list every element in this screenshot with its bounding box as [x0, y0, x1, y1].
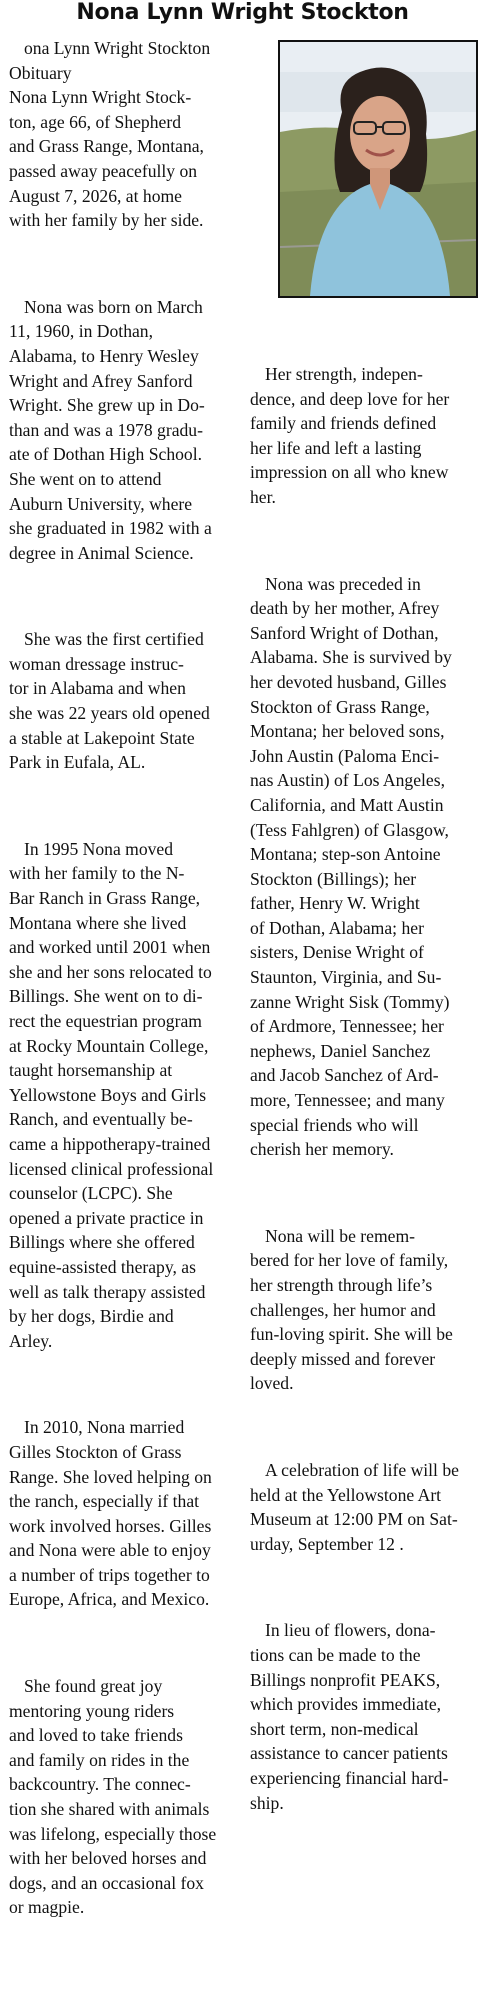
right-column	[250, 0, 478, 1815]
left-column	[9, 36, 239, 1920]
paragraph-marriage: In 2010, Nona married Gilles Stockton of Grass Range. She loved helping on the ranch, especially if that work involved horses. Gilles and Nona were able to enjoy a number of trips together to Europe, Africa, and Mexico.	[9, 1417, 212, 1610]
paragraph-remembered: Nona will be remem- bered for her love of family, her strength through life’s challenges, her humor and fun-loving spirit. She will be deeply missed and forever loved.	[250, 1225, 453, 1394]
page-title: Nona Lynn Wright Stockton	[76, 0, 409, 25]
paragraph-mentoring: She found great joy mentoring young riders and loved to take friends and family on rides in the backcountry. The connec- tion she shared with animals was lifelong, especially those with her beloved horses and dogs, and an occasional fox or magpie.	[9, 1676, 217, 1918]
paragraph-survivors: Nona was preceded in death by her mother, Afrey Sanford Wright of Dothan, Alabama. She is survived by her devoted husband, Gilles Stockton of Grass Range, Montana; her beloved sons, John Austin (Paloma Enci- nas Austin) of Los Angeles, California, and Matt Austin (Tess Fahlgren) of Glasgow, Montana; step-son Antoine Stockton (Billings); her father, Henry W. Wright of Dothan, Alabama; her sisters, Denise Wright of Staunton, Virginia, and Su- zanne Wright Sisk (Tommy) of Ardmore, Tennessee; her nephews, Daniel Sanchez and Jacob Sanchez of Ard- more, Tennessee; and many special friends who will cherish her memory.	[250, 573, 452, 1160]
paragraph-celebration: A celebration of life will be held at the Yellowstone Art Museum at 12:00 PM on Sat- urday, September 12 .	[250, 1459, 459, 1554]
paragraph-donations: In lieu of flowers, dona- tions can be made to the Billings nonprofit PEAKS, which provides immediate, short term, non-medical assistance to cancer patients experiencing financial hard- ship.	[250, 1620, 449, 1813]
paragraph-dressage: She was the first certified woman dressage instruc- tor in Alabama and when she was 22 years old opened a stable at Lakepoint State Park in Eufala, AL.	[9, 629, 210, 773]
paragraph-birth: Nona was born on March 11, 1960, in Dothan, Alabama, to Henry Wesley Wright and Afrey Sanford Wright. She grew up in Do- than and was a 1978 gradu- ate of Dothan High School. She went on to attend Auburn University, where she graduated in 1982 with a degree in Animal Science.	[9, 296, 212, 563]
paragraph-ranch: In 1995 Nona moved with her family to the N- Bar Ranch in Grass Range, Montana where she lived and worked until 2001 when she and her sons relocated to Billings. She went on to di- rect the equestrian program at Rocky Mountain College, taught horsemanship at Yellowstone Boys and Girls Ranch, and eventually be- came a hippotherapy-trained licensed clinical professional counselor (LCPC). She opened a private practice in Billings where she offered equine-assisted therapy, as well as talk therapy assisted by her dogs, Birdie and Arley.	[9, 838, 214, 1351]
paragraph-intro: ona Lynn Wright Stockton Obituary Nona Lynn Wright Stock- ton, age 66, of Shepherd and Grass Range, Montana, passed away peacefully on August 7, 2026, at home with her family by her side.	[9, 38, 211, 231]
paragraph-strength: Her strength, indepen- dence, and deep love for her family and friends defined her life and left a lasting impression on all who knew her.	[250, 364, 450, 507]
